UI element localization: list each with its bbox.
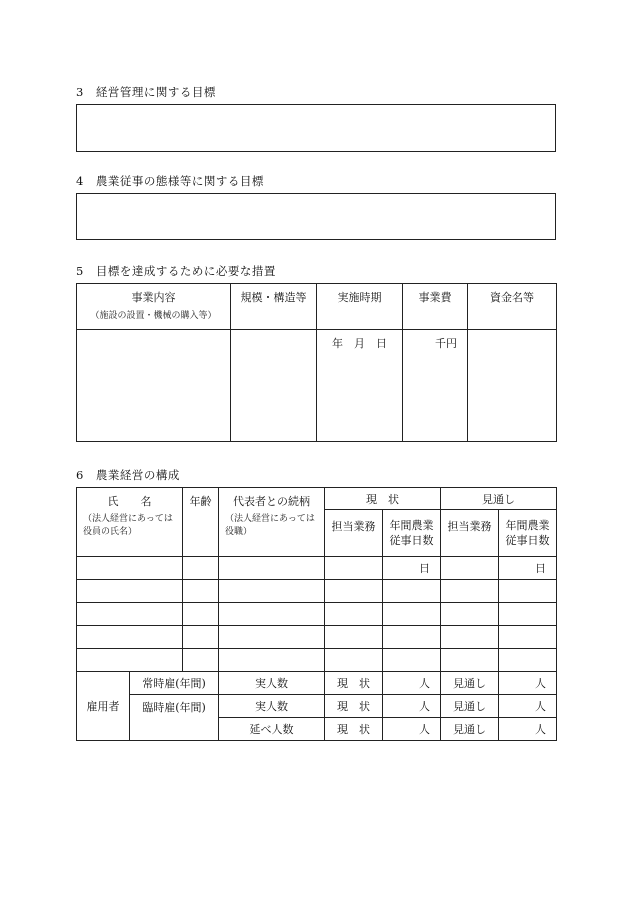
employee-row-permanent (77, 672, 557, 695)
cell-outlook-days[interactable] (499, 580, 557, 603)
cell-age[interactable] (183, 603, 219, 626)
section-title: 農業従事の態様等に関する目標 (95, 174, 264, 188)
section-4-textbox[interactable] (76, 193, 556, 240)
cell-temporary-actual-current[interactable] (383, 695, 441, 718)
cell-current-duty[interactable] (325, 649, 383, 672)
cell-outlook-days[interactable] (499, 626, 557, 649)
cell-age[interactable] (183, 557, 219, 580)
cell-current-days[interactable] (383, 626, 441, 649)
cell-relation[interactable] (219, 603, 325, 626)
cell-outlook-duty[interactable] (441, 649, 499, 672)
day-unit: 日 (535, 562, 547, 575)
section-number: 3 (76, 85, 84, 99)
current-label: 現 状 (325, 695, 383, 718)
header-period: 実施時期 (337, 291, 382, 304)
person-unit: 人 (535, 700, 547, 713)
cell-project[interactable] (77, 330, 231, 442)
section-3-heading (76, 84, 216, 100)
cell-relation[interactable] (219, 626, 325, 649)
composition-table (76, 487, 557, 741)
section-6-heading (76, 467, 180, 483)
cell-current-days[interactable] (383, 649, 441, 672)
cell-outlook-duty[interactable] (441, 580, 499, 603)
current-label: 現 状 (325, 718, 383, 741)
cell-outlook-duty[interactable] (441, 603, 499, 626)
header-name (77, 488, 183, 557)
cell-current-duty[interactable] (325, 580, 383, 603)
cell-fund[interactable] (468, 330, 557, 442)
header-project (77, 284, 231, 330)
cell-age[interactable] (183, 649, 219, 672)
cell-relation[interactable] (219, 557, 325, 580)
cell-outlook-days[interactable] (499, 603, 557, 626)
current-label: 現 状 (325, 672, 383, 695)
section-title: 経営管理に関する目標 (95, 85, 216, 99)
header-cost: 事業費 (418, 291, 452, 304)
cell-age[interactable] (183, 580, 219, 603)
permanent-label: 常時雇(年間) (130, 672, 219, 695)
period-units: 年 月 日 (332, 337, 387, 350)
cell-current-days[interactable] (383, 557, 441, 580)
day-unit: 日 (419, 562, 431, 575)
total-label: 延べ人数 (219, 718, 325, 741)
cell-cost[interactable] (403, 330, 468, 442)
cell-outlook-days[interactable] (499, 649, 557, 672)
header-outlook-days: 年間農業従事日数 (505, 519, 550, 547)
header-scale: 規模・構造等 (240, 291, 307, 304)
section-5-heading (76, 263, 276, 279)
header-current-days: 年間農業従事日数 (389, 519, 434, 547)
header-current (325, 488, 441, 510)
employees-label: 雇用者 (77, 672, 130, 741)
cell-name[interactable] (77, 649, 183, 672)
table-row (77, 557, 557, 580)
section-title: 農業経営の構成 (95, 468, 180, 482)
table-row (77, 626, 557, 649)
cell-period[interactable] (317, 330, 403, 442)
header-project-note: （施設の設置・機械の購入等） (90, 311, 217, 321)
header-name-label: 氏 名 (107, 495, 152, 508)
cell-current-duty[interactable] (325, 626, 383, 649)
cell-name[interactable] (77, 580, 183, 603)
header-fund: 資金名等 (490, 291, 534, 304)
header-project-label: 事業内容 (131, 291, 176, 304)
cell-permanent-current[interactable] (383, 672, 441, 695)
table-row (77, 580, 557, 603)
header-outlook-duty: 担当業務 (447, 520, 492, 533)
header-relation-label: 代表者との続柄 (233, 495, 311, 508)
cell-current-duty[interactable] (325, 557, 383, 580)
outlook-label: 見通し (441, 695, 499, 718)
section-3-textbox[interactable] (76, 104, 556, 152)
cell-outlook-duty[interactable] (441, 557, 499, 580)
section-number: 6 (76, 468, 84, 482)
section-number: 4 (76, 174, 84, 188)
cell-temporary-total-current[interactable] (383, 718, 441, 741)
person-unit: 人 (419, 723, 431, 736)
cell-outlook-days[interactable] (499, 557, 557, 580)
actual-label: 実人数 (219, 695, 325, 718)
measures-table (76, 283, 557, 442)
header-outlook (441, 488, 557, 510)
person-unit: 人 (535, 723, 547, 736)
table-row (77, 649, 557, 672)
cell-temporary-total-outlook[interactable] (499, 718, 557, 741)
cell-relation[interactable] (219, 580, 325, 603)
person-unit: 人 (535, 677, 547, 690)
person-unit: 人 (419, 700, 431, 713)
header-age (183, 488, 219, 557)
cell-name[interactable] (77, 557, 183, 580)
cell-name[interactable] (77, 603, 183, 626)
employee-row-temporary-actual (77, 695, 557, 718)
cost-unit: 千円 (435, 337, 457, 350)
outlook-label: 見通し (441, 672, 499, 695)
cell-temporary-actual-outlook[interactable] (499, 695, 557, 718)
cell-current-days[interactable] (383, 580, 441, 603)
cell-age[interactable] (183, 626, 219, 649)
section-4-heading (76, 173, 264, 189)
cell-name[interactable] (77, 626, 183, 649)
cell-current-days[interactable] (383, 603, 441, 626)
cell-relation[interactable] (219, 649, 325, 672)
cell-outlook-duty[interactable] (441, 626, 499, 649)
section-number: 5 (76, 264, 84, 278)
cell-permanent-outlook[interactable] (499, 672, 557, 695)
header-current-label: 現 状 (366, 492, 400, 506)
header-current-duty: 担当業務 (331, 520, 376, 533)
header-outlook-label: 見通し (482, 492, 516, 506)
header-age-label: 年齢 (189, 495, 212, 508)
header-name-note: （法人経営にあっては役員の氏名） (83, 514, 173, 537)
header-relation (219, 488, 325, 557)
cell-current-duty[interactable] (325, 603, 383, 626)
actual-label: 実人数 (219, 672, 325, 695)
temporary-label: 臨時雇(年間) (130, 695, 219, 741)
header-relation-note: （法人経営にあっては役職） (225, 514, 315, 537)
table-row (77, 603, 557, 626)
section-title: 目標を達成するために必要な措置 (95, 264, 276, 278)
outlook-label: 見通し (441, 718, 499, 741)
cell-scale[interactable] (231, 330, 317, 442)
person-unit: 人 (419, 677, 431, 690)
